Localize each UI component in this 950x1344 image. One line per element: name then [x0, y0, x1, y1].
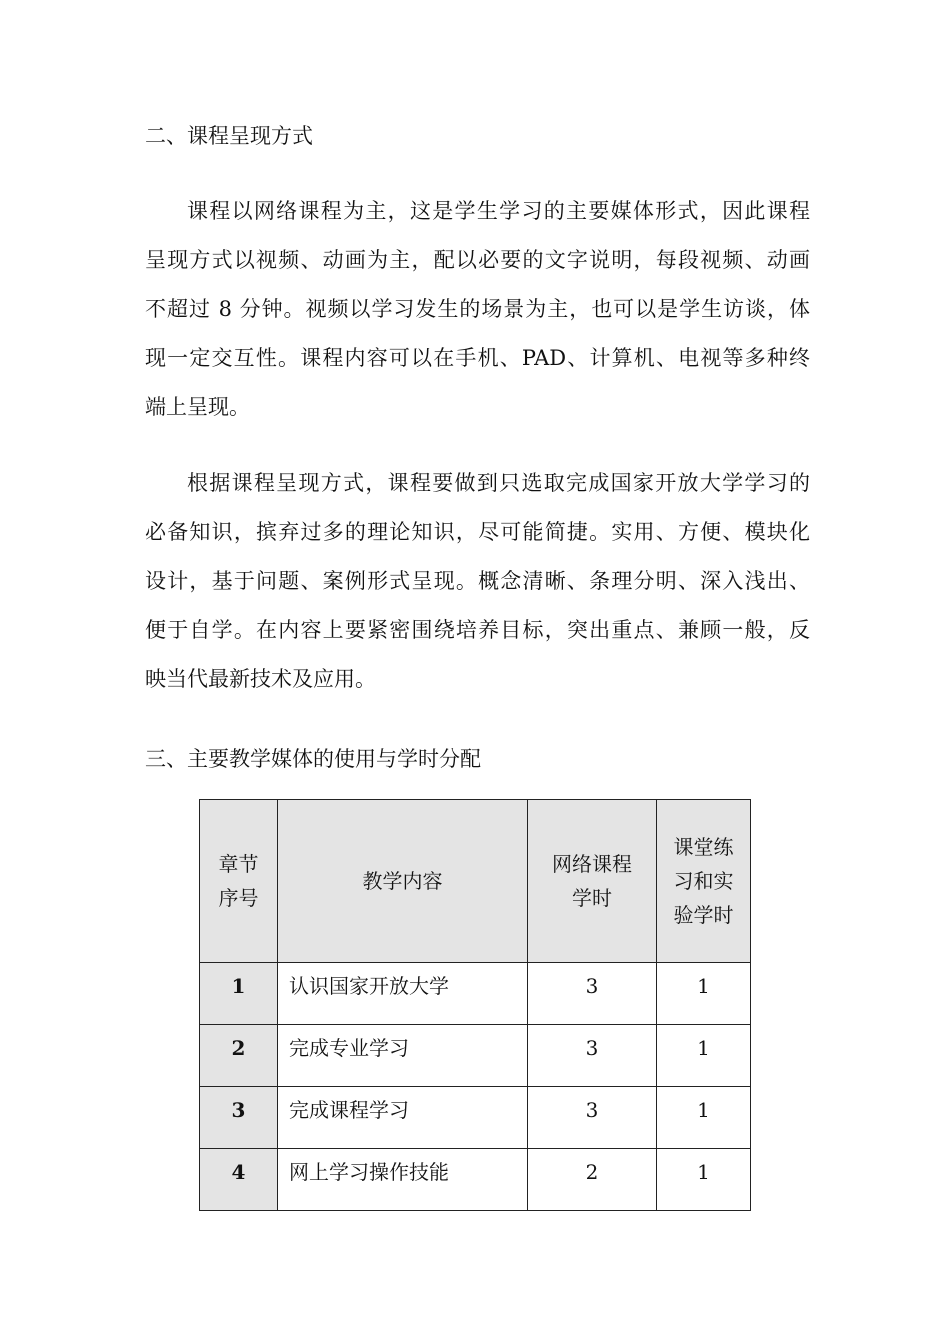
online-hours-cell: 3: [528, 1025, 657, 1087]
header-teaching-content: 教学内容: [278, 800, 528, 963]
paragraph-line: 不超过 8 分钟。视频以学习发生的场景为主，也可以是学生访谈，体: [145, 297, 810, 321]
paragraph-line: 现一定交互性。课程内容可以在手机、PAD、计算机、电视等多种终: [145, 346, 810, 370]
header-practice-hours: [657, 800, 751, 963]
header-text: 网络课程: [552, 852, 632, 876]
chapter-number-cell: 4: [200, 1149, 278, 1211]
paragraph-line: 必备知识，摈弃过多的理论知识，尽可能简捷。实用、方便、模块化: [145, 520, 810, 544]
chapter-number-cell: 3: [200, 1087, 278, 1149]
section-heading-course-presentation: 二、课程呈现方式: [145, 124, 313, 148]
section-heading-media-hours: 三、主要教学媒体的使用与学时分配: [145, 747, 481, 771]
content-cell: 完成专业学习: [278, 1025, 528, 1087]
table-header-row: [200, 800, 751, 963]
table-row: [200, 1025, 751, 1087]
chapter-number-cell: 1: [200, 963, 278, 1025]
paragraph-line: 课程以网络课程为主，这是学生学习的主要媒体形式，因此课程: [187, 199, 810, 223]
header-text: 验学时: [673, 903, 734, 927]
header-chapter-number: [200, 800, 278, 963]
header-text: 习和实: [673, 869, 734, 893]
practice-hours-cell: 1: [657, 1025, 751, 1087]
practice-hours-cell: 1: [657, 1087, 751, 1149]
content-cell: 网上学习操作技能: [278, 1149, 528, 1211]
content-cell: 完成课程学习: [278, 1087, 528, 1149]
paragraph-line: 根据课程呈现方式，课程要做到只选取完成国家开放大学学习的: [187, 471, 810, 495]
practice-hours-cell: 1: [657, 1149, 751, 1211]
table-row: [200, 963, 751, 1025]
paragraph-presentation: [145, 187, 810, 432]
paragraph-line: 映当代最新技术及应用。: [145, 667, 376, 691]
hours-allocation-table: [199, 799, 751, 1211]
practice-hours-cell: 1: [657, 963, 751, 1025]
header-text: 章节: [218, 852, 259, 876]
paragraph-line: 端上呈现。: [145, 395, 250, 419]
online-hours-cell: 2: [528, 1149, 657, 1211]
online-hours-cell: 3: [528, 963, 657, 1025]
paragraph-line: 便于自学。在内容上要紧密围绕培养目标，突出重点、兼顾一般，反: [145, 618, 810, 642]
header-text: 学时: [572, 886, 612, 910]
header-online-hours: [528, 800, 657, 963]
paragraph-line: 呈现方式以视频、动画为主，配以必要的文字说明，每段视频、动画: [145, 248, 810, 272]
table-row: [200, 1087, 751, 1149]
paragraph-line: 设计，基于问题、案例形式呈现。概念清晰、条理分明、深入浅出、: [145, 569, 810, 593]
header-text: 课堂练: [673, 835, 734, 859]
header-text: 序号: [218, 886, 259, 910]
paragraph-content-selection: [145, 459, 810, 704]
online-hours-cell: 3: [528, 1087, 657, 1149]
table-row: [200, 1149, 751, 1211]
chapter-number-cell: 2: [200, 1025, 278, 1087]
content-cell: 认识国家开放大学: [278, 963, 528, 1025]
